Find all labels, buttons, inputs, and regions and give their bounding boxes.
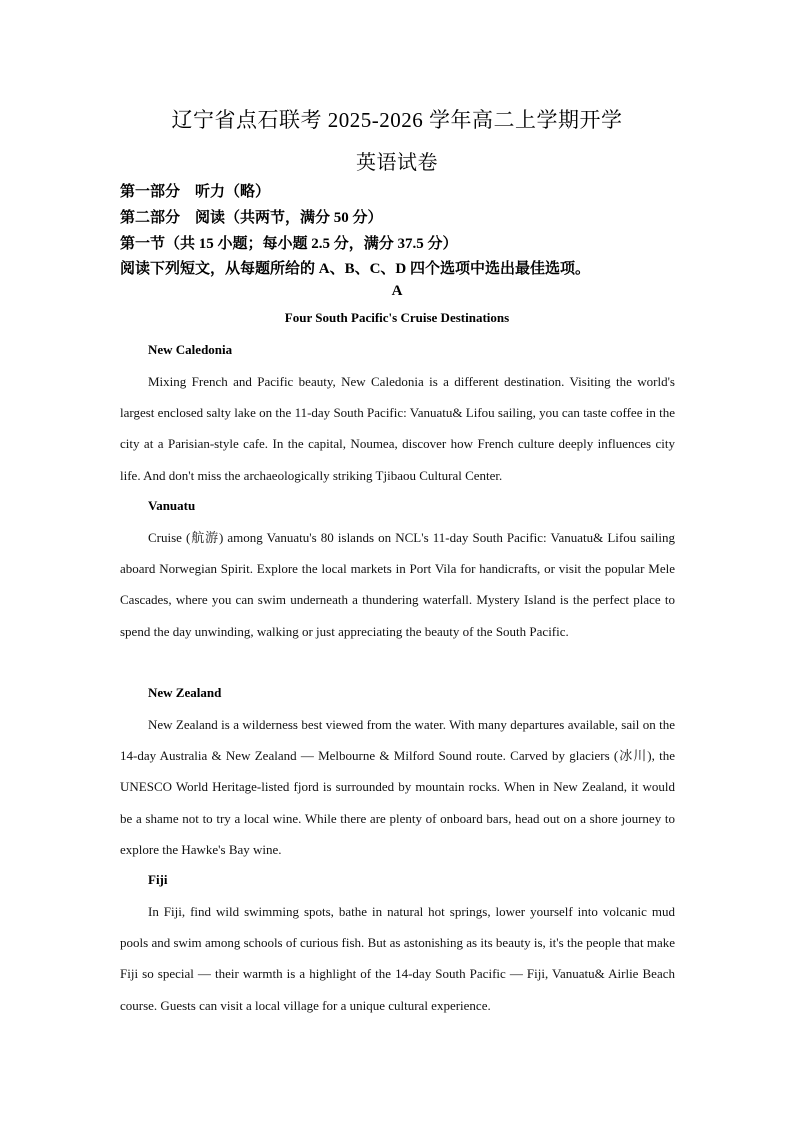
destination-paragraph: New Zealand is a wilderness best viewed from the water. With many departures available, sail on the 14-day Australia & New Zealand — Melbourne & Milford Sound route. Carved by glaciers (冰川), the UNESCO World Heritage-listed fjord is surrounded by mountain rocks. When in New Zealand, it would be a shame not to try a local wine. While there are plenty of onboard bars, head out on a shore journey to explore the Hawke's Bay wine. [120,717,675,857]
destination-paragraph: Cruise (航游) among Vanuatu's 80 islands on NCL's 11-day South Pacific: Vanuatu& Lifou sailing aboard Norwegian Spirit. Explore the local markets in Port Vila for handicrafts, or visit the popular Mele Cascades, where you can swim underneath a thundering waterfall. Mystery Island is the perfect place to spend the day unwinding, walking or just appreciating the beauty of the South Pacific. [120,530,675,639]
destination-heading: New Caledonia [148,342,233,357]
section1-heading: 第一节（共 15 小题；每小题 2.5 分，满分 37.5 分） [120,236,458,252]
part2-heading: 第二部分 阅读（共两节，满分 50 分） [120,210,383,226]
passage-letter: A [391,283,403,299]
destination-heading: Fiji [148,872,168,887]
passage-title: Four South Pacific's Cruise Destinations [284,310,510,325]
destination-paragraph: Mixing French and Pacific beauty, New Caledonia is a different destination. Visiting the world's largest enclosed salty lake on the 11-day South Pacific: Vanuatu& Lifou sailing, you can taste coffee in the city at a Parisian-style cafe. In the capital, Noumea, discover how French culture deeply influences city life. And don't miss the archaeologically striking Tjibaou Cultural Center. [120,374,675,483]
destination-heading: Vanuatu [148,498,196,513]
document-subtitle: 英语试卷 [356,152,438,174]
part1-heading: 第一部分 听力（略） [120,184,271,200]
instruction-text: 阅读下列短文，从每题所给的 A、B、C、D 四个选项中选出最佳选项。 [120,261,591,277]
destination-heading: New Zealand [148,685,222,700]
document-title: 辽宁省点石联考 2025-2026 学年高二上学期开学 [171,108,623,132]
destination-paragraph: In Fiji, find wild swimming spots, bathe in natural hot springs, lower yourself into volcanic mud pools and swim among schools of curious fish. But as astonishing as its beauty is, it's the people that make Fiji so special — their warmth is a highlight of the 14-day South Pacific — Fiji, Vanuatu& Airlie Beach course. Guests can visit a local village for a unique cultural experience. [120,904,675,1013]
